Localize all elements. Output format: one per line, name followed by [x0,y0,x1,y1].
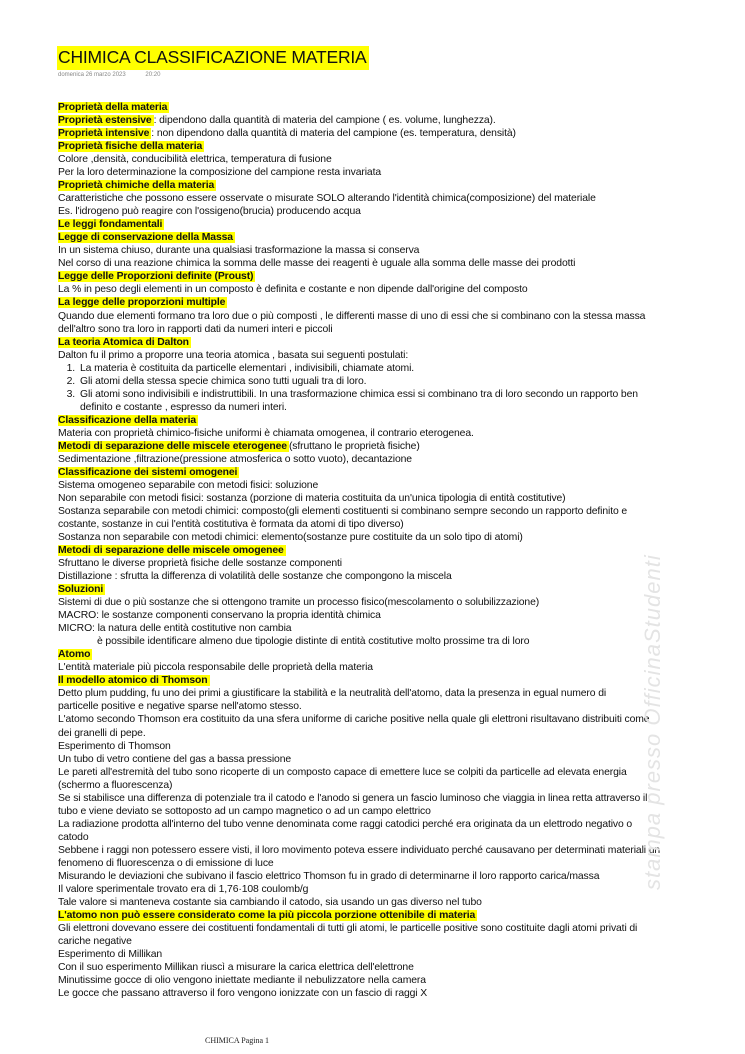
line-text: (schermo a fluorescenza) [58,779,173,791]
text-line [58,375,745,388]
text-line [58,323,745,336]
line-text: Il valore sperimentale trovato era di 1,76·108 coulomb/g [58,883,309,895]
line-text: Detto plum pudding, fu uno dei primi a giustificare la stabilità e la neutralità dell'atomo, data la presenza in egual numero di [58,688,607,700]
highlighted-text: Soluzioni [58,584,104,596]
highlighted-text: La legge delle proporzioni multiple [58,297,226,309]
line-text: Sostanza separabile con metodi chimici: composto(gli elementi costituenti si combinano sempre secondo un rapporto definito e [58,505,628,517]
text-line [58,974,745,987]
section-heading [58,414,745,427]
highlighted-text: Metodi di separazione delle miscele eterogenee [58,440,287,452]
text-line [58,153,745,166]
line-text: Non separabile con metodi fisici: sostanza (porzione di materia costituita da un'unica tipologia di entità costitutive) [58,492,566,504]
line-text: Per la loro determinazione la composizione del campione resta invariata [58,167,382,179]
text-line [58,518,745,531]
section-heading [58,336,745,349]
section-heading [58,270,745,283]
highlighted-text: Legge delle Proporzioni definite (Proust) [58,271,254,283]
line-text: dell'altro sono tra loro in rapporti dati da numeri interi e piccoli [58,323,333,335]
line-text: Tale valore si manteneva costante sia cambiando il catodo, sia usando un gas diverso nel tubo [58,896,482,908]
line-text: (sfruttano le proprietà fisiche) [288,440,420,452]
highlighted-text: Metodi di separazione delle miscele omogenee [58,545,284,557]
section-heading [58,179,745,192]
line-text: Con il suo esperimento Millikan riuscì a misurare la carica elettrica dell'elettrone [58,962,414,974]
highlighted-text: Le leggi fondamentali [58,219,163,231]
line-text: Gli atomi sono indivisibili e indistruttibili. In una trasformazione chimica essi si combinano tra di loro secondo un rapporto ben [80,388,638,400]
line-text: Sedimentazione ,filtrazione(pressione atmosferica o sotto vuoto), decantazione [58,453,412,465]
line-text: Es. l'idrogeno può reagire con l'ossigeno(brucia) producendo acqua [58,206,361,218]
text-line [58,440,745,453]
line-text: In un sistema chiuso, durante una qualsiasi trasformazione la massa si conserva [58,245,420,257]
line-text: è possibile identificare almeno due tipologie distinte di entità costitutive molto prossime tra di loro [97,636,530,648]
line-text: : dipendono dalla quantità di materia del campione ( es. volume, lunghezza). [153,115,496,127]
line-text: L'entità materiale più piccola responsabile delle proprietà della materia [58,662,373,674]
list-number: 2. [66,375,75,387]
line-text: Materia con proprietà chimico-fisiche uniformi è chiamata omogenea, il contrario eterogenea. [58,427,474,439]
text-line [58,166,745,179]
line-text: catodo [58,831,89,843]
line-text: cariche negative [58,936,132,947]
line-text: Un tubo di vetro contiene del gas a bassa pressione [58,753,292,765]
line-text: MACRO: le sostanze componenti conservano la propria identità chimica [58,610,381,622]
highlighted-text: Il modello atomico di Thomson [58,675,208,687]
highlighted-text: L'atomo non può essere considerato come la più piccola porzione ottenibile di materia [58,909,476,921]
text-line [58,922,745,935]
section-heading [58,466,745,479]
list-number: 1. [66,362,75,374]
section-heading [58,140,745,153]
text-line [58,453,745,466]
line-text: MICRO: la natura delle entità costitutive non cambia [58,623,292,635]
text-line [58,257,745,270]
line-text: Gli atomi della stessa specie chimica sono tutti uguali tra di loro. [80,375,367,387]
highlighted-text: Proprietà estensive [58,115,152,127]
line-text: Nel corso di una reazione chimica la somma delle masse dei reagenti è uguale alla somma delle masse dei prodotti [58,258,576,270]
text-line [58,283,745,296]
line-text: Esperimento di Thomson [58,740,171,752]
line-text: Sostanza non separabile con metodi chimici: elemento(sostanze pure costituite da un solo tipo di atomi) [58,532,523,544]
text-line [58,896,745,909]
list-number: 3. [66,388,75,400]
highlighted-text: La teoria Atomica di Dalton [58,336,189,348]
text-line [58,961,745,974]
page-title: CHIMICA CLASSIFICAZIONE MATERIA [57,46,369,70]
text-line [58,479,745,492]
highlighted-text: Classificazione dei sistemi omogenei [58,466,238,478]
line-text: Le gocce che passano attraverso il foro vengono ionizzate con un fascio di raggi X [58,988,428,1000]
line-text: La % in peso degli elementi in un composto è definita e costante e non dipende dall'origine del composto [58,284,528,296]
highlighted-text: Proprietà chimiche della materia [58,180,215,192]
page-date [58,72,178,78]
section-heading [58,909,745,922]
line-text: Misurando le deviazioni che subivano il fascio elettrico Thomson fu in grado di determinarne il loro rapporto carica/massa [58,870,600,882]
line-text: L'atomo secondo Thomson era costituito da una sfera uniforme di cariche positive nella quale gli elettroni risultavano distribuiti come [58,714,650,726]
section-heading [58,101,745,114]
text-line [58,948,745,961]
line-text: Gli elettroni dovevano essere dei costituenti fondamentali di tutti gli atomi, le particelle positive sono costituite dagli atomi privati di [58,922,638,934]
line-text: costante, sostanze in cui l'entità costitutiva è formata da atomi di tipo diverso) [58,519,404,530]
line-text: Minutissime gocce di olio vengono iniettate mediante il nebulizzatore nella camera [58,975,426,987]
line-text: Caratteristiche che possono essere osservate o misurate SOLO alterando l'identità chimica(composizione) del materiale [58,193,596,205]
text-line [58,401,745,414]
line-text: Quando due elementi formano tra loro due o più composti , le differenti masse di uno di essi che si combinano con la stessa massa [58,310,646,322]
line-text: tubo e viene deviato se sottoposto ad un campo magnetico o ad un campo elettrico [58,805,431,817]
line-text: Dalton fu il primo a proporre una teoria atomica , basata sui seguenti postulati: [58,349,409,361]
text-line [58,935,745,948]
line-text: Se si stabilisce una differenza di potenziale tra il catodo e l'anodo si genera un fascio luminoso che viaggia in linea retta attraverso il [58,792,648,804]
line-text: La materia è costituita da particelle elementari , indivisibili, chiamate atomi. [80,362,415,374]
section-heading [58,231,745,244]
line-text: Esperimento di Millikan [58,949,163,961]
highlighted-text: Proprietà intensive [58,128,150,140]
text-line [58,205,745,218]
line-text: definito e costante , espresso da numeri interi. [80,401,287,413]
line-text: Colore ,densità, conducibilità elettrica, temperatura di fusione [58,154,332,166]
time-text: 20:20 [145,72,161,78]
section-heading [58,296,745,309]
line-text: Sistemi di due o più sostanze che si ottengono tramite un processo fisico(mescolamento o solubilizzazione) [58,597,540,609]
line-text: fenomeno di fluorescenza o di emissione di luce [58,857,274,869]
highlighted-text: Legge di conservazione della Massa [58,232,233,244]
text-line [58,987,745,1000]
line-text: Distillazione : sfrutta la differenza di volatilità delle sostanze che compongono la miscela [58,571,452,583]
text-line [58,492,745,505]
line-text: Sebbene i raggi non potessero essere visti, il loro movimento poteva essere individuato perché causavano per determinati materiali un [58,844,661,856]
text-line [58,362,745,375]
text-line [58,427,745,440]
watermark: stampa presso OfficinaStudenti [640,554,665,890]
text-line [58,349,745,362]
line-text: Sistema omogeneo separabile con metodi fisici: soluzione [58,479,319,491]
line-text: : non dipendono dalla quantità di materia del campione (es. temperatura, densità) [151,128,516,140]
highlighted-text: Proprietà della materia [58,102,168,113]
text-line [58,505,745,518]
line-text: La radiazione prodotta all'interno del tubo venne denominata come raggi catodici perché era originata da un elettrodo negativo o [58,818,633,830]
highlighted-text: Proprietà fisiche della materia [58,141,203,153]
section-heading [58,218,745,231]
line-text: dei granelli di pepe. [58,727,146,739]
text-line [58,388,745,401]
text-line [58,531,745,544]
text-line [58,244,745,257]
highlighted-text: Atomo [58,649,91,661]
highlighted-text: Classificazione della materia [58,414,197,426]
text-line [58,127,745,140]
line-text: particelle positive e negative sparse nell'atomo stesso. [58,701,302,713]
line-text: Le pareti all'estremità del tubo sono ricoperte di un composto capace di emettere luce se colpiti da particelle ad elevata energia [58,766,627,778]
date-text: domenica 26 marzo 2023 [58,72,126,78]
text-line [58,192,745,205]
page-footer: CHIMICA Pagina 1 [205,1036,269,1045]
text-line [58,310,745,323]
line-text: Sfruttano le diverse proprietà fisiche delle sostanze componenti [58,558,342,570]
text-line [58,114,745,127]
